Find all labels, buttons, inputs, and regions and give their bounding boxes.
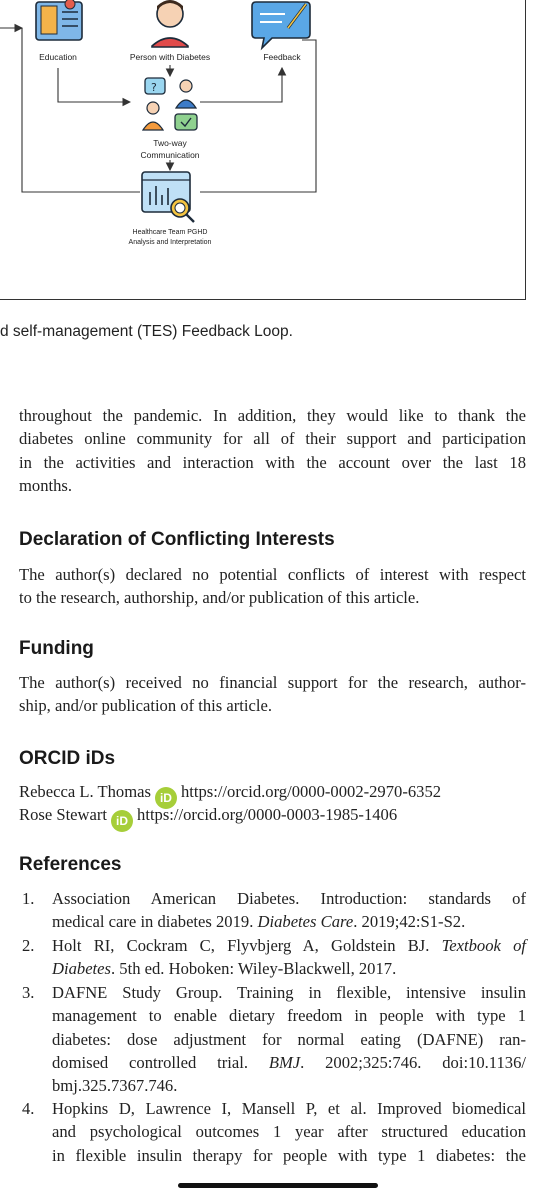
- conflicts-paragraph: [19, 563, 526, 610]
- feedback-icon: [252, 2, 310, 48]
- journal-title: Diabetes Care: [257, 912, 354, 932]
- analysis-icon: [142, 172, 194, 222]
- education-icon: [36, 0, 82, 40]
- figure-caption: d self-management (TES) Feedback Loop.: [0, 323, 293, 340]
- conflicts-heading: Declaration of Conflicting Interests: [19, 529, 335, 550]
- home-indicator[interactable]: [178, 1183, 378, 1188]
- svg-text:?: ?: [151, 81, 157, 94]
- reference-item: [22, 981, 526, 1097]
- orcid-link[interactable]: https://orcid.org/0000-0002-2970-6352: [180, 782, 442, 801]
- reference-item: [22, 887, 526, 934]
- reference-item: [22, 1097, 526, 1167]
- journal-title: BMJ: [268, 1052, 301, 1072]
- orcid-icon[interactable]: iD: [155, 787, 177, 809]
- reference-number: 4.: [22, 1099, 35, 1118]
- orcid-entry: [19, 805, 397, 832]
- text-line: ship, and/or publication of this article.: [19, 696, 272, 716]
- acknowledgment-paragraph: [19, 404, 526, 497]
- references-heading: References: [19, 854, 122, 875]
- text-line: diabetes: dose adjustment for normal eating (DAFNE) ran-: [52, 1029, 526, 1049]
- reference-item: [22, 934, 526, 981]
- author-name: Rose Stewart: [19, 805, 108, 824]
- text-line: The author(s) declared no potential conflicts of interest with respect: [19, 565, 526, 584]
- author-name: Rebecca L. Thomas: [19, 782, 151, 801]
- text-line: domised controlled trial. BMJ. 2002;325:746. doi:10.1136/: [52, 1052, 526, 1072]
- feedback-label: Feedback: [263, 52, 301, 62]
- orcid-icon[interactable]: iD: [111, 810, 133, 832]
- text-line: months.: [19, 475, 73, 495]
- text-line: bmj.325.7367.746.: [52, 1076, 178, 1096]
- text-line: DAFNE Study Group. Training in flexible, intensive insulin: [52, 983, 526, 1002]
- reference-number: 1.: [22, 889, 35, 908]
- text-line: in flexible insulin therapy for people with type 1 diabetes: the: [52, 1145, 526, 1165]
- education-label: Education: [39, 52, 77, 62]
- reference-number: 3.: [22, 983, 35, 1002]
- text-line: and psychological outcomes 1 year after structured education: [52, 1122, 526, 1142]
- reference-number: 2.: [22, 936, 35, 955]
- book-title: Textbook of: [441, 936, 526, 955]
- text-line: medical care in diabetes 2019. Diabetes Care. 2019;42:S1-S2.: [52, 912, 466, 932]
- text-line: Hopkins D, Lawrence I, Mansell P, et al. Improved biomedical: [52, 1099, 526, 1118]
- text-line: diabetes online community for all of their support and participation: [19, 429, 526, 449]
- text-line: Diabetes. 5th ed. Hoboken: Wiley-Blackwell, 2017.: [52, 959, 397, 979]
- analysis-label: Analysis and Interpretation: [128, 239, 212, 246]
- orcid-heading: ORCID iDs: [19, 748, 116, 769]
- text-line: to the research, authorship, and/or publication of this article.: [19, 588, 420, 608]
- text-line: management to enable dietary freedom in people with type 1: [52, 1006, 526, 1026]
- text-line: Association American Diabetes. Introduction: standards of: [52, 889, 526, 908]
- orcid-link[interactable]: https://orcid.org/0000-0003-1985-1406: [137, 805, 398, 824]
- feedback-loop-diagram: [0, 0, 554, 310]
- book-title: Diabetes: [52, 959, 111, 979]
- healthcare-team-label: Healthcare Team PGHD: [132, 229, 208, 236]
- person-icon: [152, 0, 188, 47]
- text-line: in the activities and interaction with the account over the last 18: [19, 452, 526, 472]
- communication-label: Communication: [140, 150, 200, 160]
- text-line: Holt RI, Cockram C, Flyvbjerg A, Goldstein BJ. Textbook of: [52, 936, 526, 955]
- funding-heading: Funding: [19, 638, 94, 659]
- person-with-diabetes-label: Person with Diabetes: [129, 52, 211, 62]
- funding-paragraph: [19, 671, 526, 718]
- text-line: throughout the pandemic. In addition, they would like to thank the: [19, 406, 526, 425]
- two-way-label: Two-way: [153, 138, 187, 148]
- text-line: The author(s) received no financial support for the research, author-: [19, 673, 526, 692]
- two-way-communication-icon: [143, 78, 197, 130]
